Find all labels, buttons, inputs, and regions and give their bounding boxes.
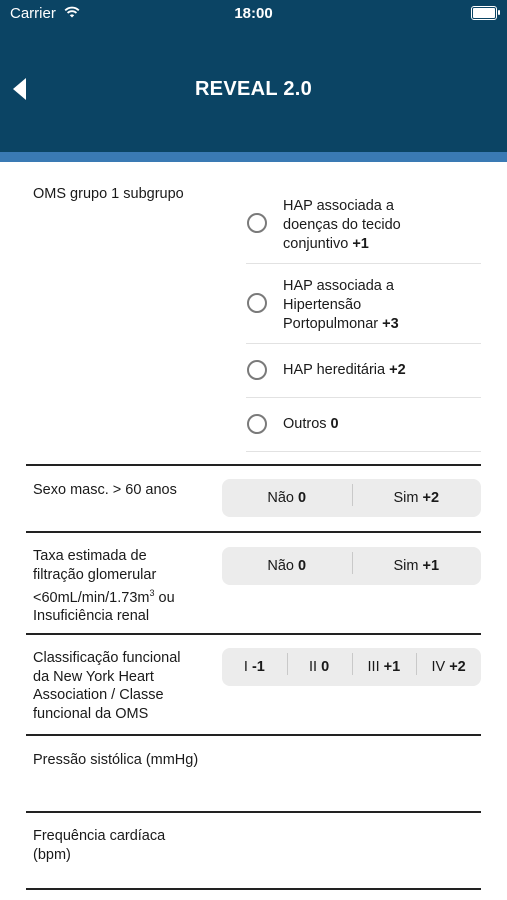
sex-option-no[interactable]: Não 0 [267, 490, 307, 506]
radio-icon[interactable] [247, 293, 267, 313]
option-divider [246, 451, 481, 452]
header-accent-strip [0, 152, 507, 162]
nyha-option-4[interactable]: IV +2 [416, 659, 481, 675]
subgroup-label: OMS grupo 1 subgrupo [33, 186, 184, 202]
section-divider [26, 888, 481, 890]
nyha-label: Classificação funcional da New York Heart Association / Classe funcional da OMS [33, 650, 181, 722]
nyha-option-1[interactable]: I -1 [243, 659, 265, 675]
option-label: HAP hereditária +2 [283, 362, 406, 378]
carrier-label: Carrier [10, 5, 56, 22]
section-divider [26, 633, 481, 635]
nyha-segmented-control[interactable] [222, 648, 481, 686]
section-divider [26, 531, 481, 533]
sex-option-yes[interactable]: Sim +2 [352, 490, 482, 506]
battery-icon [471, 6, 497, 20]
hr-label: Frequência cardíaca (bpm) [33, 828, 166, 863]
nyha-option-3[interactable]: III +1 [352, 659, 417, 675]
section-divider [26, 734, 481, 736]
sex-label: Sexo masc. > 60 anos [33, 482, 177, 498]
gfr-option-yes[interactable]: Sim +1 [352, 558, 482, 574]
gfr-segmented-control[interactable] [222, 547, 481, 585]
option-divider [246, 263, 481, 264]
radio-icon[interactable] [247, 360, 267, 380]
gfr-option-no[interactable]: Não 0 [267, 558, 307, 574]
section-divider [26, 811, 481, 813]
option-label: HAP associada a Hipertensão Portopulmonar +3 [283, 278, 399, 332]
nyha-option-2[interactable]: II 0 [287, 659, 352, 675]
bp-label: Pressão sistólica (mmHg) [33, 752, 199, 768]
gfr-label: Taxa estimada de filtração glomerular $<60mL/\min/1.73m^3$ ou Insuficiência renal [33, 548, 175, 625]
option-divider [246, 343, 481, 344]
radio-icon[interactable] [247, 414, 267, 434]
section-divider [26, 464, 481, 466]
page-title: REVEAL 2.0 [194, 78, 313, 100]
option-divider [246, 397, 481, 398]
option-label: HAP associada a doenças do tecido conjuntivo +1 [283, 198, 401, 252]
radio-icon[interactable] [247, 213, 267, 233]
sex-segmented-control[interactable] [222, 479, 481, 517]
clock: 18:00 [234, 5, 273, 22]
nav-header [0, 0, 507, 152]
option-label: Outros 0 [283, 416, 339, 432]
